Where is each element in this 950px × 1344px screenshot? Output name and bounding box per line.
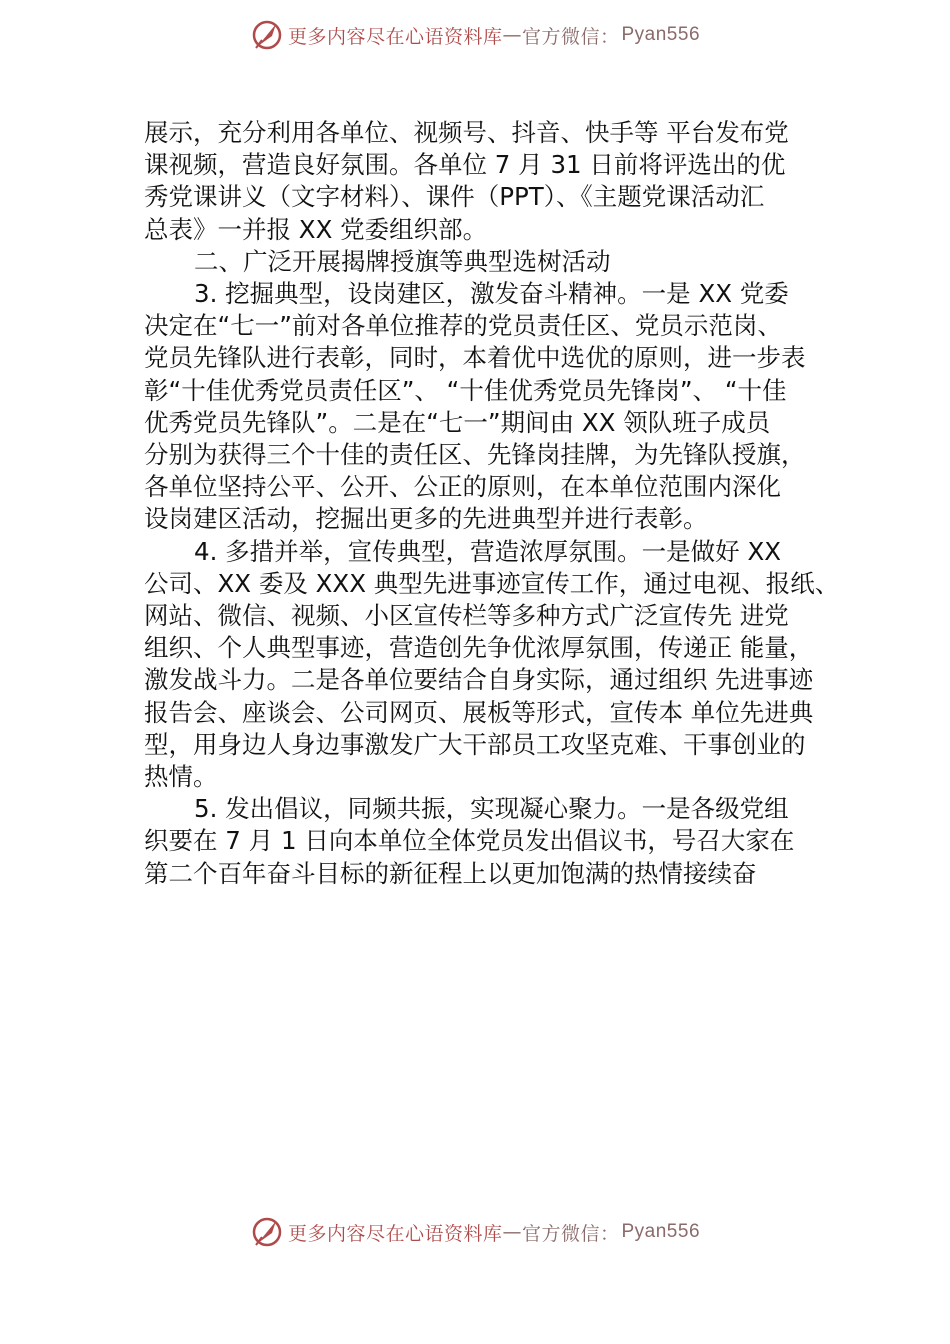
text-line: 激发战斗力。二是各单位要结合自身实际，通过组织 先进事迹 [144,665,814,695]
paragraph-item-5 [144,793,844,890]
document-body [144,117,844,890]
text-line: 公司、XX 委及 XXX 典型先进事迹宣传工作，通过电视、报纸、 [144,568,840,598]
text-line: 秀党课讲义（文字材料）、课件（PPT）、《主题党课活动汇 [144,182,765,212]
watermark-handle: Pyan556 [621,1221,701,1242]
text-line: 织要在 7 月 1 日向本单位全体党员发出倡议书，号召大家在 [144,826,795,856]
footer-watermark [0,1215,950,1249]
section-heading [144,246,844,278]
paragraph-item-3 [144,278,844,536]
text-line: 第二个百年奋斗目标的新征程上以更加饱满的热情接续奋 [144,858,757,888]
text-line: 3. 挖掘典型，设岗建区，激发奋斗精神。一是 XX 党委 [194,279,789,309]
text-line: 优秀党员先锋队”。二是在“七一”期间由 XX 领队班子成员 [144,407,771,437]
text-line: 分别为获得三个十佳的责任区、先锋岗挂牌，为先锋队授旗， [144,440,806,470]
text-line: 4. 多措并举，宣传典型，营造浓厚氛围。一是做好 XX [194,536,782,566]
text-line: 各单位坚持公平、公开、公正的原则，在本单位范围内深化 [144,472,781,502]
header-watermark [0,18,950,52]
watermark-site-text: 更多内容尽在心语资料库 [287,25,503,48]
text-line: 决定在“七一”前对各单位推荐的党员责任区、党员示范岗、 [144,311,782,341]
text-line: 展示，充分利用各单位、视频号、抖音、快手等 平台发布党 [144,118,789,147]
paragraph-continuation [144,117,844,246]
section-heading-text: 二、广泛开展揭牌授旗等典型选树活动 [194,246,611,276]
text-line: 报告会、座谈会、公司网页、展板等形式，宣传本 单位先进典 [144,697,814,727]
text-line: 热情。 [144,762,218,792]
text-line: 课视频，营造良好氛围。各单位 7 月 31 日前将评选出的优 [144,150,786,180]
paragraph-item-4 [144,536,844,794]
text-line: 组织、个人典型事迹，营造创先争优浓厚氛围，传递正 能量， [144,633,814,663]
text-line: 网站、微信、视频、小区宣传栏等多种方式广泛宣传先 进党 [144,601,789,631]
text-line: 5. 发出倡议，同频共振，实现凝心聚力。一是各级党组 [194,794,789,824]
text-line: 党员先锋队进行表彰，同时，本着优中选优的原则，进一步表 [144,343,806,373]
watermark-separator: — [502,1221,522,1243]
watermark-handle: Pyan556 [621,24,701,45]
watermark-site-text: 更多内容尽在心语资料库 [287,1222,503,1245]
text-line: 总表》一并报 XX 党委组织部。 [144,214,488,244]
watermark-separator: — [502,24,522,46]
text-line: 型，用身边人身边事激发广大干部员工攻坚克难、干事创业的 [144,729,806,759]
quill-logo-icon [250,18,284,52]
watermark-official-label: 官方微信： [521,1222,620,1245]
watermark-official-label: 官方微信： [521,25,620,48]
quill-logo-icon [250,1215,284,1249]
text-line: 设岗建区活动，挖掘出更多的先进典型并进行表彰。 [144,504,708,534]
text-line: 彰“十佳优秀党员责任区”、 “十佳优秀党员先锋岗”、 “十佳 [144,375,787,405]
